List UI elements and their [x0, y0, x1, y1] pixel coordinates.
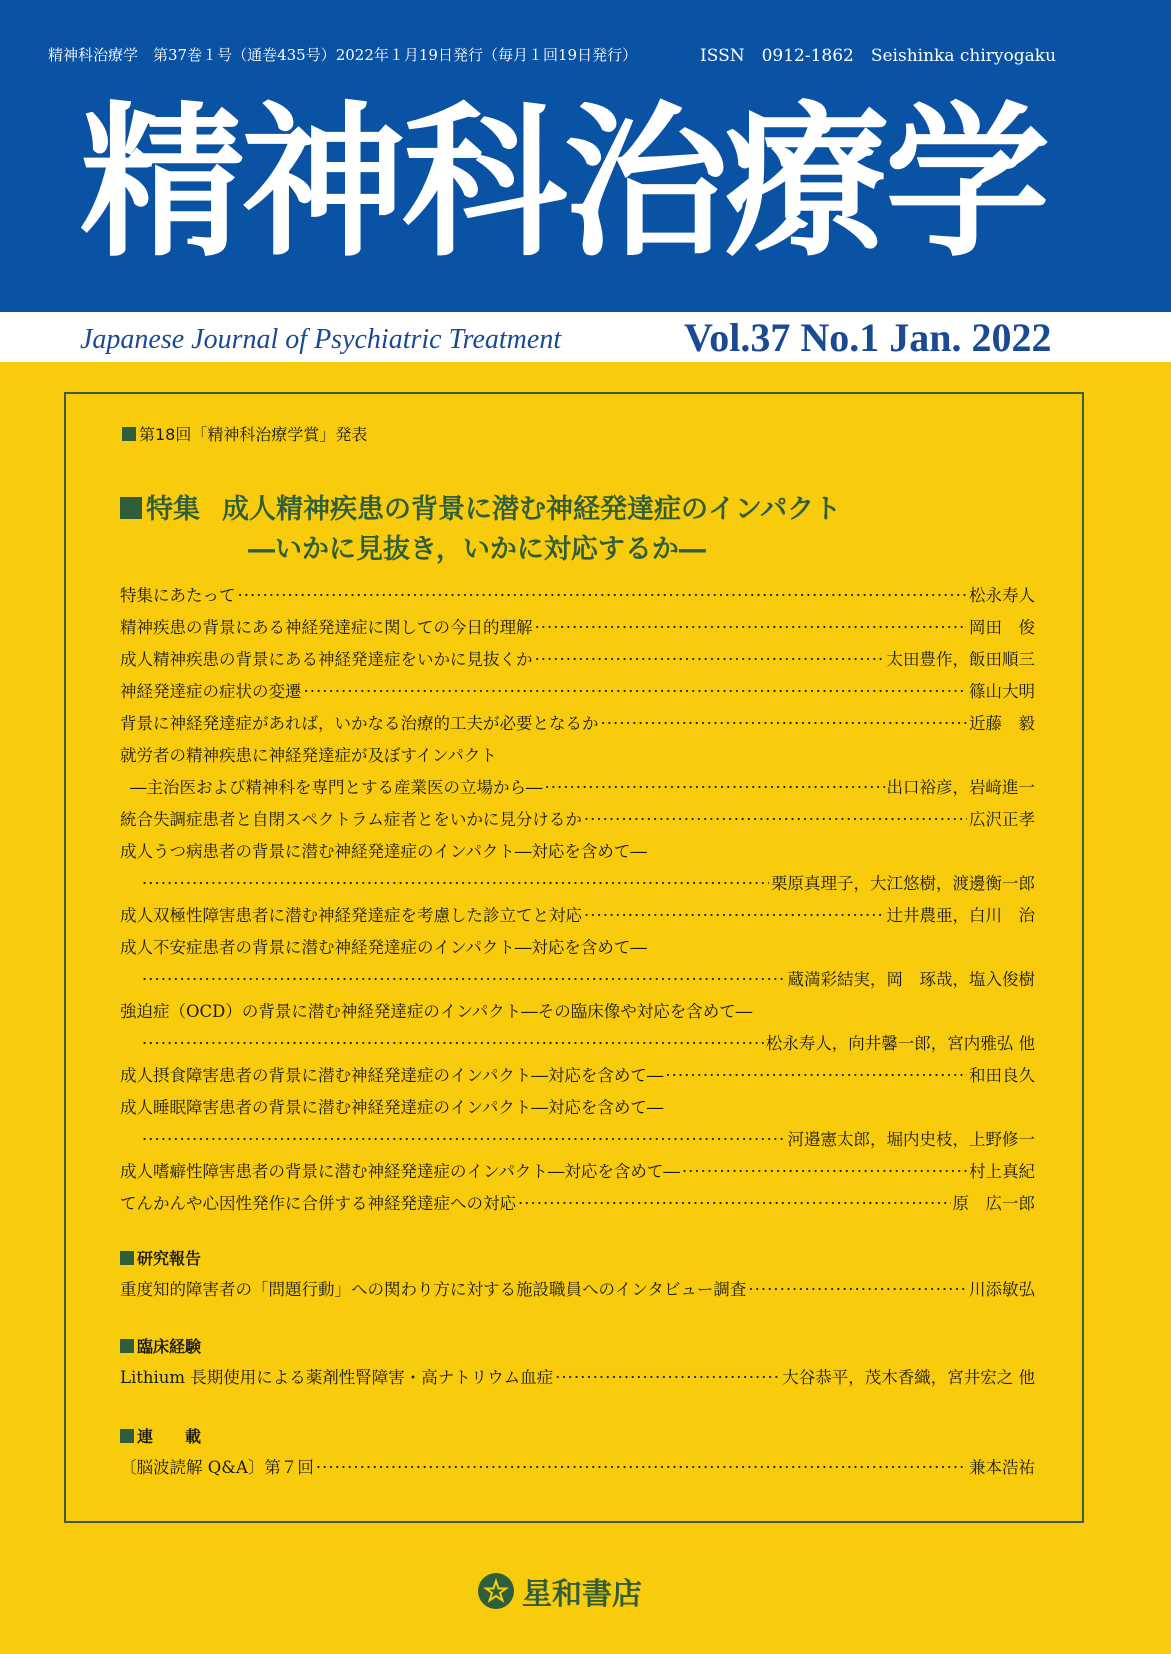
toc-entry[interactable]: 成人双極性障害患者に潜む神経発達症を考慮した診立てと対応 ····· 辻井農亜，白川 治 [120, 902, 1035, 926]
serial-entry[interactable]: 〔脳波読解 Q&A〕第７回 ····· 兼本浩祐 [120, 1454, 1035, 1478]
journal-title: 精神科治療学 [80, 87, 1046, 279]
issn-meta: ISSN 0912-1862 Seishinka chiryogaku [700, 46, 1057, 66]
bullet-square-icon [120, 497, 142, 519]
clinical-heading: 臨床経験 [120, 1334, 201, 1357]
toc-entry[interactable]: 成人精神疾患の背景にある神経発達症をいかに見抜くか ····· 太田豊作，飯田順三 [120, 646, 1035, 670]
publisher-logo-icon [478, 1573, 514, 1609]
research-entry[interactable]: 重度知的障害者の「問題行動」への関わり方に対する施設職員へのインタビュー調査 ····· 川添敏弘 [120, 1276, 1035, 1300]
toc-entry[interactable]: ····· 蔵満彩結実，岡 琢哉，塩入俊樹 [140, 966, 1035, 990]
toc-entry[interactable]: ····· 河邉憲太郎，堀内史枝，上野修一 [140, 1126, 1035, 1150]
toc-entry[interactable]: 精神疾患の背景にある神経発達症に関しての今日的理解 ····· 岡田 俊 [120, 614, 1035, 638]
toc-entry[interactable]: ―主治医および精神科を専門とする産業医の立場から― ····· 出口裕彦，岩﨑進一 [130, 774, 1035, 798]
toc-entry[interactable]: 背景に神経発達症があれば，いかなる治療的工夫が必要となるか ····· 近藤 毅 [120, 710, 1035, 734]
research-heading: 研究報告 [120, 1246, 201, 1269]
clinical-entry[interactable]: Lithium 長期使用による薬剤性腎障害・高ナトリウム血症 ····· 大谷恭平，茂木香織，宮井宏之 他 [120, 1364, 1035, 1388]
bullet-square-icon [120, 1429, 134, 1443]
toc-entry-title[interactable]: 成人不安症患者の背景に潜む神経発達症のインパクト―対応を含めて― [120, 938, 647, 957]
toc-entry-title[interactable]: 強迫症（OCD）の背景に潜む神経発達症のインパクト―その臨床像や対応を含めて― [120, 1002, 753, 1021]
toc-entry[interactable]: 特集にあたって ····· 松永寿人 [120, 582, 1035, 606]
special-feature-heading [120, 487, 841, 526]
toc-entry[interactable]: 神経発達症の症状の変遷 ····· 篠山大明 [120, 678, 1035, 702]
special-subtheme: ―いかに見抜き，いかに対応するか― [248, 534, 706, 565]
special-label: 特集 [146, 494, 200, 525]
toc-entry[interactable]: ····· 松永寿人，向井馨一郎，宮内雅弘 他 [140, 1030, 1035, 1054]
toc-entry-title[interactable]: 成人睡眠障害患者の背景に潜む神経発達症のインパクト―対応を含めて― [120, 1098, 664, 1117]
publisher [478, 1569, 642, 1613]
special-theme: 成人精神疾患の背景に潜む神経発達症のインパクト [222, 494, 842, 525]
english-title: Japanese Journal of Psychiatric Treatment [80, 324, 562, 355]
issue-meta: 精神科治療学 第37巻１号（通巻435号）2022年１月19日発行（毎月１回19日発行） [48, 46, 638, 64]
toc-entry[interactable]: 統合失調症患者と自閉スペクトラム症者とをいかに見分けるか ····· 広沢正孝 [120, 806, 1035, 830]
serial-heading: 連 載 [120, 1424, 201, 1447]
toc-entry[interactable]: 成人嗜癖性障害患者の背景に潜む神経発達症のインパクト―対応を含めて― ····· 村上真紀 [120, 1158, 1035, 1182]
bullet-square-icon [120, 1339, 134, 1353]
toc-entry[interactable]: てんかんや心因性発作に合併する神経発達症への対応 ····· 原 広一郎 [120, 1190, 1035, 1214]
toc-entry[interactable]: ····· 栗原真理子，大江悠樹，渡邊衡一郎 [140, 870, 1035, 894]
bullet-square-icon [122, 427, 136, 441]
toc-entry-title[interactable]: 就労者の精神疾患に神経発達症が及ぼすインパクト [120, 746, 497, 765]
toc-entry-title[interactable]: 成人うつ病患者の背景に潜む神経発達症のインパクト―対応を含めて― [120, 842, 647, 861]
volume-label: Vol.37 No.1 Jan. 2022 [684, 315, 1052, 360]
toc-entry[interactable]: 成人摂食障害患者の背景に潜む神経発達症のインパクト―対応を含めて― ····· 和田良久 [120, 1062, 1035, 1086]
bullet-square-icon [120, 1251, 134, 1265]
publisher-name: 星和書店 [522, 1577, 642, 1612]
award-announcement: 第18回「精神科治療学賞」発表 [122, 422, 367, 445]
